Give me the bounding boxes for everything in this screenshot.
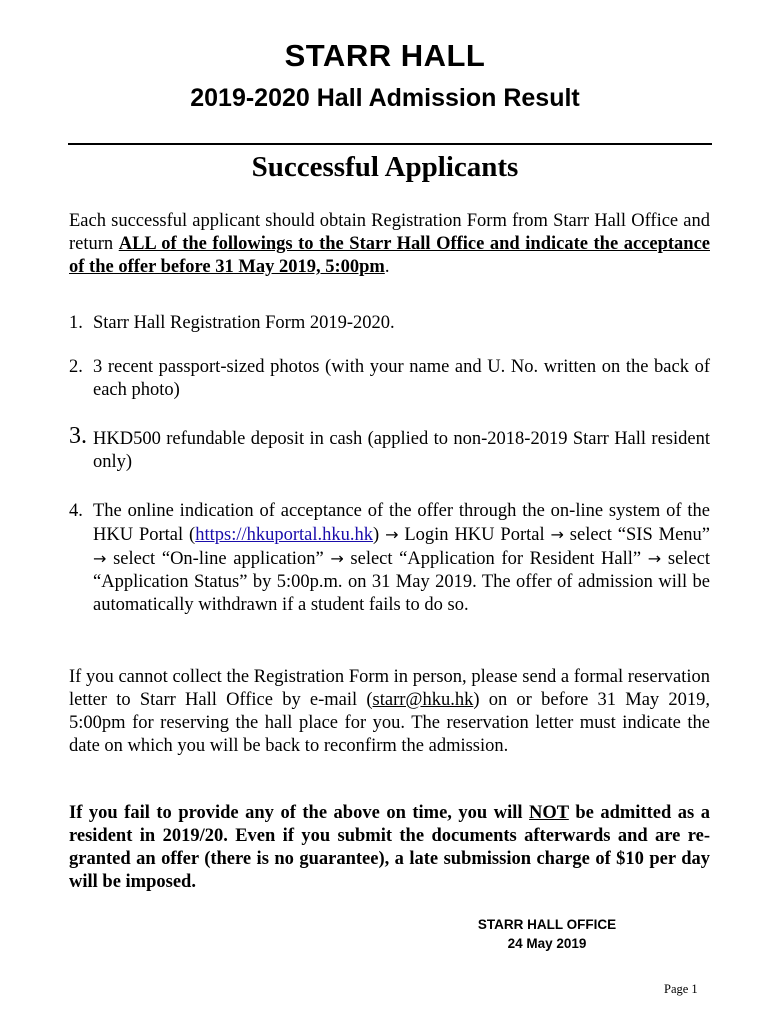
arrow-right-icon: → [93,549,107,568]
collect-text-1: If you cannot collect the Registration Form in person, please send a formal reservation letter to Starr Hall Office by e-mail ( [69,667,710,710]
arrow-right-icon: → [385,525,399,544]
list-item [69,500,710,617]
list-item-number: 1. [69,313,83,333]
intro-paragraph [69,210,710,279]
item4-part-5: select “On-line application” [106,549,331,569]
list-item-text: HKD500 refundable deposit in cash (applied to non-2018-2019 Starr Hall resident only) [93,429,710,472]
signature-office: STARR HALL OFFICE [477,917,617,932]
item4-part-2: ) [373,525,386,545]
intro-end: . [384,257,390,277]
list-item-number: 2. [69,357,83,377]
warning-emphasis: NOT [529,803,569,823]
list-item-text: Starr Hall Registration Form 2019-2020. [93,313,395,333]
page-number: Page 1 [664,982,698,996]
item4-part-7: select “Application Status” by 5:00p.m. on 31 May 2019. The offer of admission will be automatically withdrawn if a student fails to do so. [93,549,710,615]
list-item [69,356,710,402]
page-title: STARR HALL [284,38,486,73]
list-item-text [93,500,710,617]
item4-part-4: select “SIS Menu” [563,525,710,545]
list-item-text: 3 recent passport-sized photos (with your name and U. No. written on the back of each photo) [93,357,710,400]
arrow-right-icon: → [330,549,344,568]
signature-date: 24 May 2019 [507,936,587,951]
email-link[interactable]: starr@hku.hk [372,690,474,710]
section-heading: Successful Applicants [251,151,519,183]
intro-emphasis: ALL of the followings to the Starr Hall Office and indicate the acceptance of the offer before 31 May 2019, 5:00pm [69,234,710,277]
intro-text: Each successful applicant should obtain Registration Form from Starr Hall Office and return [69,211,710,254]
hku-portal-link[interactable]: https://hkuportal.hku.hk [195,525,374,545]
arrow-right-icon: → [550,525,564,544]
signature-block [466,915,628,953]
list-item [69,312,710,335]
document-subtitle: 2019-2020 Hall Admission Result [190,84,580,112]
collect-paragraph [69,666,710,758]
arrow-right-icon: → [647,549,662,568]
warning-paragraph [69,802,710,894]
list-item [69,423,710,474]
list-item-number: 3. [69,423,87,449]
collect-text-2: ) on or before 31 May 2019, 5:00pm for reserving the hall place for you. The reservation letter must indicate the date on which you will be back to reconfirm the admission. [69,690,710,756]
warning-text-1: If you fail to provide any of the above on time, you will [69,803,530,823]
item4-part-3: Login HKU Portal [398,525,551,545]
divider [68,143,712,145]
warning-text-2: be admitted as a resident in 2019/20. Even if you submit the documents afterwards and are re-granted an offer (there is no guarantee), a late submission charge of $10 per day will be imposed. [69,803,710,892]
list-item-number: 4. [69,501,83,521]
item4-part-6: select “Application for Resident Hall” [343,549,648,569]
item4-part-1: The online indication of acceptance of the offer through the on-line system of the HKU Portal ( [93,501,710,545]
